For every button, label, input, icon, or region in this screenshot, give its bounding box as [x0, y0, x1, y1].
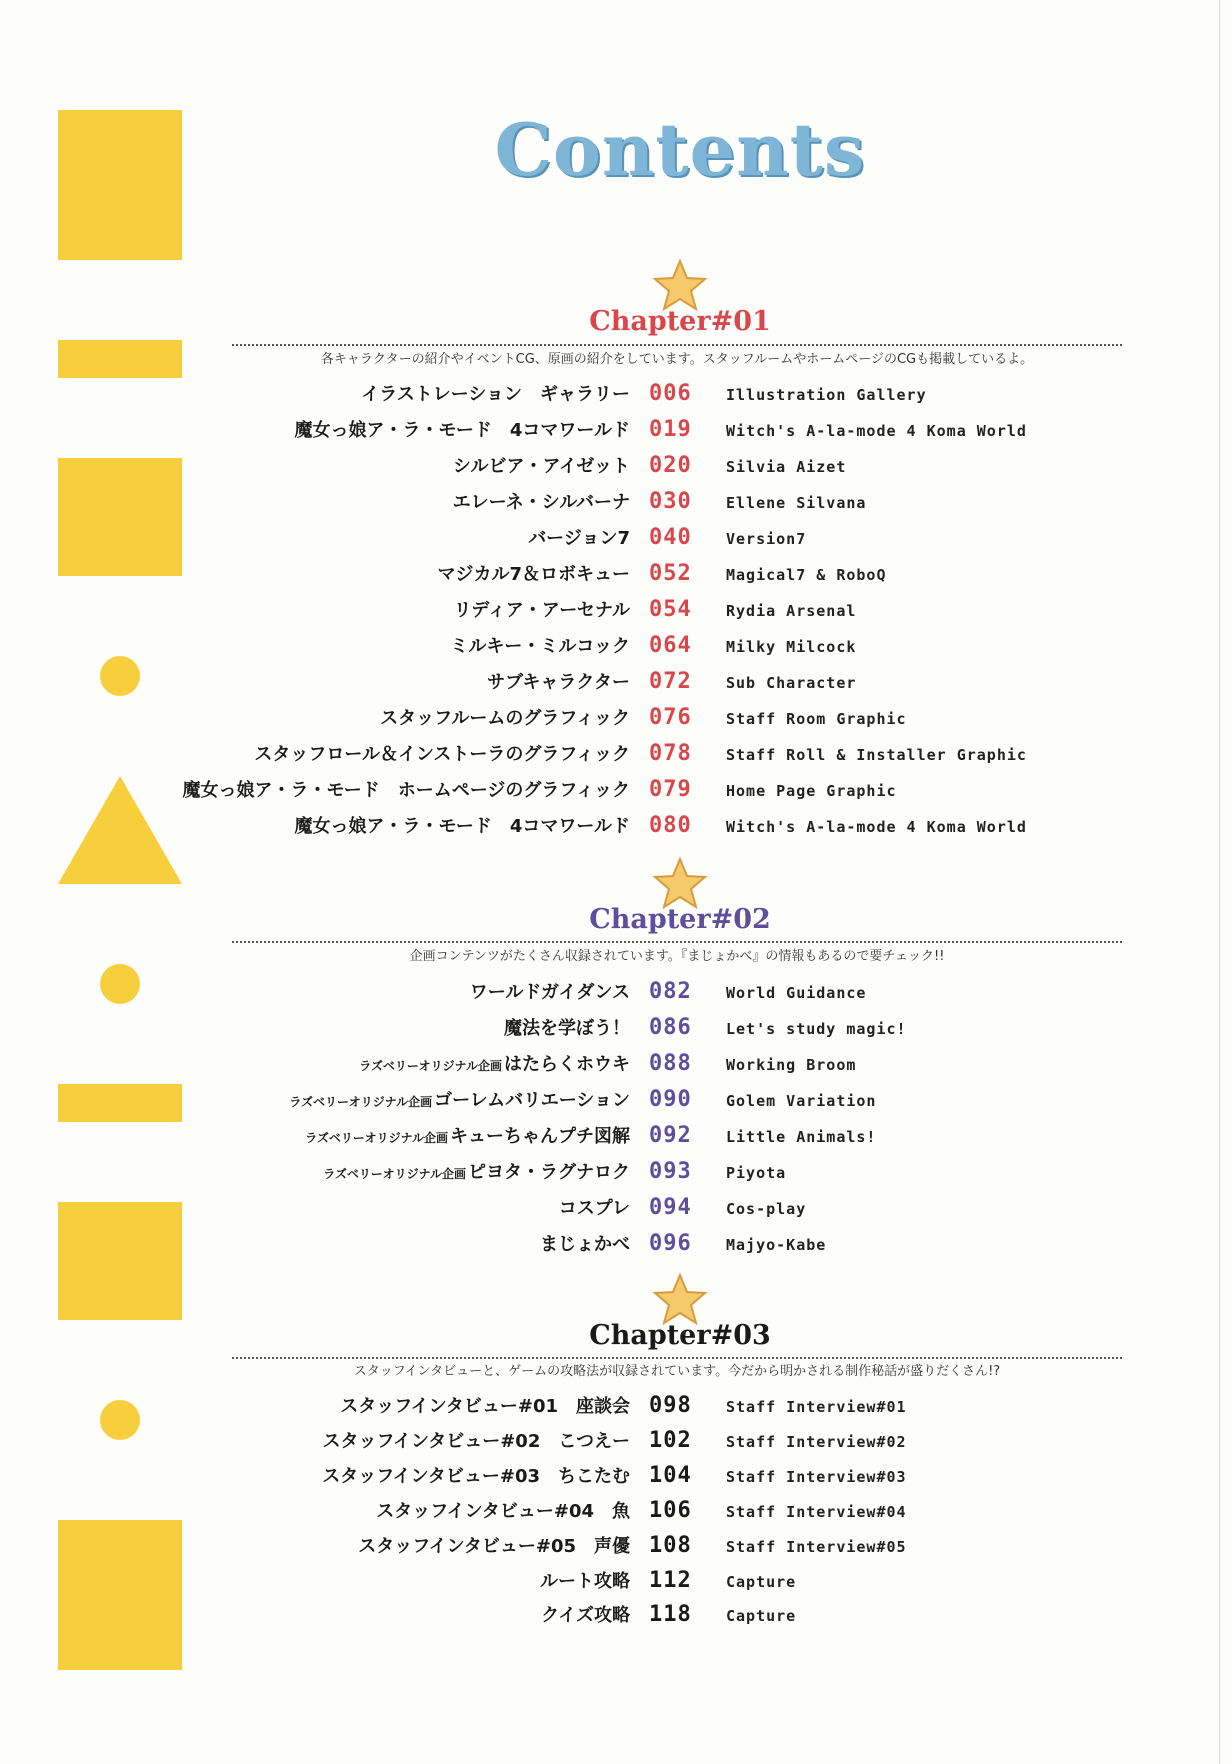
toc-entry[interactable] [0, 1084, 1232, 1120]
page-number: 076 [649, 705, 692, 730]
entry-title-en: Capture [726, 1607, 797, 1625]
entry-title-jp: スタッフインタビュー#01 座談会 [340, 1396, 630, 1417]
toc-entry[interactable] [0, 810, 1232, 846]
page-number: 104 [649, 1463, 692, 1488]
entry-title-jp: 魔女っ娘ア・ラ・モード 4コマワールド [294, 816, 630, 837]
toc-entry[interactable] [0, 1048, 1232, 1084]
entry-title-en: Little Animals! [726, 1128, 877, 1146]
toc-entry[interactable] [0, 1565, 1232, 1601]
entry-title-jp: ルート攻略 [540, 1571, 630, 1592]
toc-entry[interactable] [0, 1120, 1232, 1156]
toc-entry[interactable] [0, 522, 1232, 558]
entry-title-en: Staff Interview#01 [726, 1398, 907, 1416]
entry-title-jp [538, 1232, 630, 1259]
entry-title-jp: 魔女っ娘ア・ラ・モード ホームページのグラフィック [182, 780, 630, 801]
entry-title-en: Staff Interview#02 [726, 1433, 907, 1451]
entry-title-en: Staff Roll & Installer Graphic [726, 746, 1027, 764]
page-title: Contents [494, 107, 866, 192]
toc-entry[interactable] [0, 630, 1232, 666]
toc-entry[interactable] [0, 1156, 1232, 1192]
toc-entry[interactable] [0, 1495, 1232, 1531]
page-number: 079 [649, 777, 692, 802]
entry-title-jp: スタッフロール＆インストーラのグラフィック [254, 744, 630, 765]
entry-title-jp: スタッフインタビュー#05 声優 [358, 1536, 630, 1557]
page-number: 019 [649, 417, 692, 442]
entry-title-text: はたらくホウキ [504, 1054, 630, 1075]
toc-entry[interactable] [0, 558, 1232, 594]
entry-title-en: Golem Variation [726, 1092, 877, 1110]
entry-title-en: Cos-play [726, 1200, 807, 1218]
entry-title-en: Home Page Graphic [726, 782, 897, 800]
entry-title-jp: エレーネ・シルバーナ [452, 492, 630, 513]
divider [232, 941, 1122, 943]
page-number: 106 [649, 1498, 692, 1523]
entry-title-jp: 魔女っ娘ア・ラ・モード 4コマワールド [294, 420, 630, 441]
toc-entry[interactable] [0, 1192, 1232, 1228]
entry-prefix: ラズベリーオリジナル企画 [323, 1167, 466, 1181]
page-number: 030 [649, 489, 692, 514]
entry-title-en: Capture [726, 1573, 797, 1591]
entry-title-text: ゴーレムバリエーション [434, 1090, 630, 1111]
entry-prefix: ラズベリーオリジナル企画 [289, 1095, 433, 1109]
entry-title-text: ワールドガイダンス [469, 982, 630, 1003]
entry-title-en: Witch's A-la-mode 4 Koma World [726, 422, 1027, 440]
entry-title-en: Staff Room Graphic [726, 710, 907, 728]
entry-title-en: Silvia Aizet [726, 458, 847, 476]
toc-entry[interactable] [0, 1228, 1232, 1264]
entry-title-en: Working Broom [726, 1056, 857, 1074]
page-number: 118 [649, 1602, 692, 1627]
divider [232, 1357, 1122, 1359]
divider [232, 344, 1122, 346]
chapter-heading-2: Chapter#02 [589, 904, 771, 935]
page-number: 108 [649, 1533, 692, 1558]
page-number: 072 [649, 669, 692, 694]
page-number: 096 [649, 1231, 692, 1256]
entry-title-jp: バージョン7 [528, 528, 630, 549]
toc-entry[interactable] [0, 738, 1232, 774]
toc-entry[interactable] [0, 666, 1232, 702]
entry-title-en: Staff Interview#03 [726, 1468, 907, 1486]
entry-prefix: ラズベリーオリジナル企画 [359, 1059, 502, 1073]
toc-entry[interactable] [0, 1425, 1232, 1461]
page-number: 102 [649, 1428, 692, 1453]
entry-title-jp: スタッフルームのグラフィック [380, 708, 630, 729]
chapter-heading-3: Chapter#03 [589, 1320, 771, 1351]
page-number: 086 [649, 1015, 692, 1040]
entry-title-en: Majyo-Kabe [726, 1236, 827, 1254]
page-number: 098 [649, 1393, 692, 1418]
entry-title-jp: クイズ攻略 [541, 1605, 630, 1626]
page-number: 052 [649, 561, 692, 586]
entry-title-jp: サブキャラクター [487, 672, 630, 693]
toc-entry[interactable] [0, 1012, 1232, 1048]
entry-title-jp: ミルキー・ミルコック [450, 636, 630, 657]
toc-entry[interactable] [0, 1390, 1232, 1426]
entry-title-jp [289, 1088, 630, 1115]
entry-title-en: Let's study magic! [726, 1020, 907, 1038]
entry-title-text: キューちゃんプチ図解 [450, 1126, 630, 1147]
entry-title-jp [468, 980, 630, 1007]
chapter-description-3: スタッフインタビューと、ゲームの攻略法が収録されています。今だから明かされる制作秘話が盛りだくさん!? [353, 1364, 1001, 1379]
entry-title-jp: スタッフインタビュー#03 ちこたむ [322, 1466, 630, 1487]
entry-title-jp: スタッフインタビュー#02 こつえー [322, 1431, 630, 1452]
page-number: 090 [649, 1087, 692, 1112]
toc-entry[interactable] [0, 450, 1232, 486]
chapter-description-1: 各キャラクターの紹介やイベントCG、原画の紹介をしています。スタッフルームやホームページのCGも掲載しているよ。 [320, 352, 1034, 367]
entry-title-jp: イラストレーション ギャラリー [361, 384, 630, 405]
page-number: 082 [649, 979, 692, 1004]
page-number: 093 [649, 1159, 692, 1184]
entry-title-en: Milky Milcock [726, 638, 857, 656]
entry-title-en: Sub Character [726, 674, 857, 692]
entry-title-jp: マジカル7＆ロボキュー [437, 564, 630, 585]
toc-entry[interactable] [0, 486, 1232, 522]
entry-title-en: Piyota [726, 1164, 787, 1182]
toc-entry[interactable] [0, 1599, 1232, 1635]
entry-title-jp [359, 1052, 630, 1079]
entry-title-jp [305, 1124, 630, 1151]
toc-entry[interactable] [0, 774, 1232, 810]
entry-title-jp: スタッフインタビュー#04 魚 [376, 1501, 630, 1522]
chapter-description-2: 企画コンテンツがたくさん収録されています。『まじょかべ』の情報もあるので要チェック!! [409, 949, 945, 964]
page-number: 078 [649, 741, 692, 766]
toc-entry[interactable] [0, 702, 1232, 738]
entry-title-en: Staff Interview#05 [726, 1538, 907, 1556]
page-number: 092 [649, 1123, 692, 1148]
entry-title-jp [557, 1196, 630, 1223]
entry-title-en: Illustration Gallery [726, 386, 927, 404]
entry-title-text: ピヨタ・ラグナロク [468, 1162, 630, 1183]
entry-title-text: まじょかべ [540, 1234, 630, 1255]
page-number: 040 [649, 525, 692, 550]
page-number: 020 [649, 453, 692, 478]
entry-title-jp: リディア・アーセナル [453, 600, 630, 621]
toc-entry[interactable] [0, 976, 1232, 1012]
entry-prefix: ラズベリーオリジナル企画 [305, 1131, 448, 1145]
page-number: 080 [649, 813, 692, 838]
toc-entry[interactable] [0, 378, 1232, 414]
toc-entry[interactable] [0, 1530, 1232, 1566]
page-number: 006 [649, 381, 692, 406]
entry-title-en: Staff Interview#04 [726, 1503, 907, 1521]
entry-title-en: World Guidance [726, 984, 867, 1002]
entry-title-jp [323, 1160, 630, 1187]
page-number: 112 [649, 1568, 692, 1593]
entry-title-jp [502, 1016, 630, 1043]
chapter-heading-1: Chapter#01 [589, 306, 771, 337]
page-number: 054 [649, 597, 692, 622]
entry-title-text: 魔法を学ぼう！ [504, 1018, 630, 1039]
entry-title-en: Ellene Silvana [726, 494, 867, 512]
entry-title-en: Rydia Arsenal [726, 602, 857, 620]
entry-title-jp: シルビア・アイゼット [452, 456, 630, 477]
page-number: 088 [649, 1051, 692, 1076]
entry-title-en: Magical7 & RoboQ [726, 566, 887, 584]
entry-title-en: Witch's A-la-mode 4 Koma World [726, 818, 1027, 836]
entry-title-text: コスプレ [558, 1198, 630, 1219]
page-number: 064 [649, 633, 692, 658]
toc-entry[interactable] [0, 594, 1232, 630]
toc-entry[interactable] [0, 414, 1232, 450]
entry-title-en: Version7 [726, 530, 807, 548]
page-number: 094 [649, 1195, 692, 1220]
toc-entry[interactable] [0, 1460, 1232, 1496]
